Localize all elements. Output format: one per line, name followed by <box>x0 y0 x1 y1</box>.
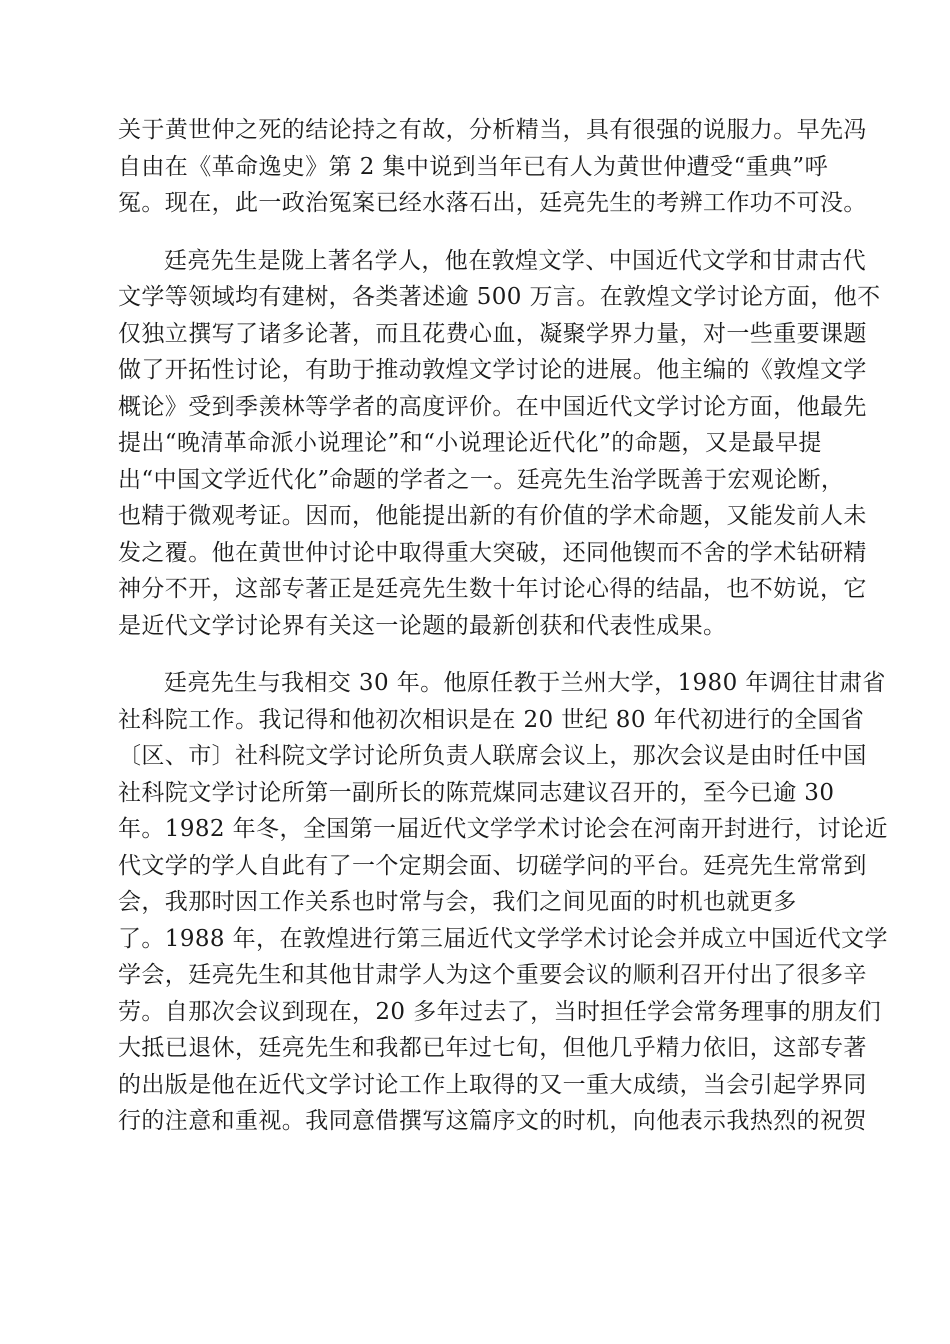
text-line: 发之覆。他在黄世仲讨论中取得重大突破，还同他锲而不舍的学术钻研精 <box>118 539 867 566</box>
text-line: 做了开拓性讨论，有助于推动敦煌文学讨论的进展。他主编的《敦煌文学 <box>118 357 867 383</box>
text-line: 冤。现在，此一政治冤案已经水落石出，廷亮先生的考辨工作功不可没。 <box>118 190 867 216</box>
text-line: 概论》受到季羡林等学者的高度评价。在中国近代文学讨论方面，他最先 <box>118 393 867 420</box>
text-line: 劳。自那次会议到现在，20 多年过去了，当时担任学会常务理事的朋友们 <box>118 998 882 1025</box>
text-line: 廷亮先生是陇上著名学人，他在敦煌文学、中国近代文学和甘肃古代 <box>164 247 866 274</box>
text-line: 自由在《革命逸史》第 2 集中说到当年已有人为黄世仲遭受“重典”呼 <box>118 153 828 180</box>
text-line: 年。1982 年冬，全国第一届近代文学学术讨论会在河南开封进行，讨论近 <box>118 816 888 842</box>
paragraph-3 <box>118 665 888 1140</box>
text-line: 关于黄世仲之死的结论持之有故，分析精当，具有很强的说服力。早先冯 <box>118 117 867 143</box>
text-line: 出“中国文学近代化”命题的学者之一。廷亮先生治学既善于宏观论断， <box>118 466 845 493</box>
text-line: 社科院文学讨论所第一副所长的陈荒煤同志建议召开的，至今已逾 30 <box>118 779 835 806</box>
paragraph-1 <box>118 112 867 222</box>
text-line: 是近代文学讨论界有关这一论题的最新创获和代表性成果。 <box>118 612 727 639</box>
text-line: 仅独立撰写了诸多论著，而且花费心血，凝聚学界力量，对一些重要课题 <box>118 320 867 347</box>
text-line: 大抵已退休，廷亮先生和我都已年过七旬，但他几乎精力依旧，这部专著 <box>118 1035 867 1061</box>
paragraph-spacer <box>118 222 838 243</box>
text-line: 了。1988 年，在敦煌进行第三届近代文学学术讨论会并成立中国近代文学 <box>118 925 888 952</box>
text-line: 廷亮先生与我相交 30 年。他原任教于兰州大学，1980 年调往甘肃省 <box>164 670 886 696</box>
text-line: 学会，廷亮先生和其他甘肃学人为这个重要会议的顺利召开付出了很多辛 <box>118 962 867 988</box>
text-line: 代文学的学人自此有了一个定期会面、切磋学问的平台。廷亮先生常常到 <box>118 852 867 879</box>
text-line: 会，我那时因工作关系也时常与会，我们之间见面的时机也就更多 <box>118 889 797 915</box>
text-line: 社科院工作。我记得和他初次相识是在 20 世纪 80 年代初进行的全国省 <box>118 706 865 733</box>
text-line: 行的注意和重视。我同意借撰写这篇序文的时机，向他表示我热烈的祝贺 <box>118 1108 867 1134</box>
text-line: 文学等领域均有建树，各类著述逾 500 万言。在敦煌文学讨论方面，他不 <box>118 284 881 310</box>
text-line: 提出“晚清革命派小说理论”和“小说理论近代化”的命题，又是最早提 <box>118 430 822 456</box>
paragraph-2 <box>118 243 881 645</box>
text-line: 〔区、市〕社科院文学讨论所负责人联席会议上，那次会议是由时任中国 <box>118 743 867 769</box>
text-line: 的出版是他在近代文学讨论工作上取得的又一重大成绩，当会引起学界同 <box>118 1071 867 1098</box>
paragraph-spacer <box>118 644 838 665</box>
body-text <box>118 112 888 1140</box>
text-line: 也精于微观考证。因而，他能提出新的有价值的学术命题，又能发前人未 <box>118 503 867 529</box>
text-line: 神分不开，这部专著正是廷亮先生数十年讨论心得的结晶，也不妨说，它 <box>118 576 867 602</box>
